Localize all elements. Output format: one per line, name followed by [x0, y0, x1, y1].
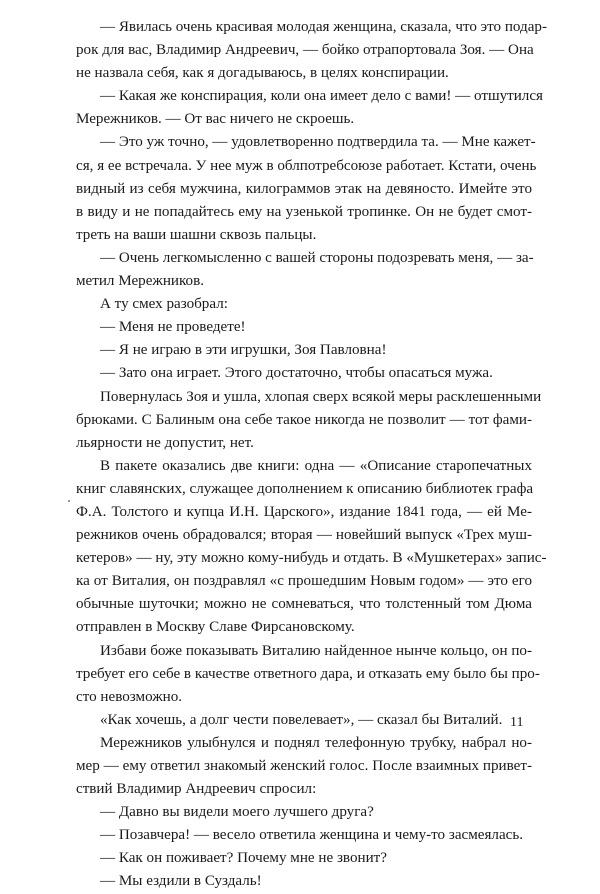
text-line: — Позавчера! — весело ответила женщина и чему-то засмеялась.: [100, 827, 524, 844]
text-line: брюками. С Балиным она себе такое никогда не позволит — тот фами-: [76, 411, 532, 428]
body-text: [76, 16, 547, 894]
text-line: видный из себя мужчина, килограммов этак на девяносто. Имейте это: [76, 180, 532, 197]
text-line: — Это уж точно, — удовлетворенно подтвердила та. — Мне кажет-: [100, 134, 536, 151]
text-line: отправлен в Москву Славе Фирсановскому.: [76, 619, 355, 636]
text-line: Избави боже показывать Виталию найденное нынче кольцо, он по-: [100, 642, 532, 659]
text-line: — Давно вы видели моего лучшего друга?: [100, 804, 374, 821]
text-line: ся, я ее встречала. У нее муж в облпотребсоюзе работает. Кстати, очень: [76, 157, 537, 174]
text-line: кетеров» — ну, эту можно кому-нибудь и отдать. В «Мушкетерах» запис-: [76, 550, 547, 567]
text-line: — Я не играю в эти игрушки, Зоя Павловна!: [100, 342, 387, 359]
text-line: Ф.А. Толстого и купца И.Н. Царского», издание 1841 года, — ей Ме-: [76, 503, 532, 520]
text-line: ствий Владимир Андреевич спросил:: [76, 781, 317, 798]
text-line: метил Мережников.: [76, 273, 204, 290]
text-line: ка от Виталия, он поздравлял «с прошедшим Новым годом» — это его: [76, 573, 532, 590]
text-line: требует его себе в качестве ответного дара, и отказать ему было бы про-: [76, 665, 540, 682]
text-line: — Как он поживает? Почему мне не звонит?: [100, 850, 387, 867]
text-line: книг славянских, служащее дополнением к описанию библиотек графа: [76, 480, 534, 497]
text-line: — Зато она играет. Этого достаточно, чтобы опасаться мужа.: [100, 365, 493, 382]
text-line: — Очень легкомысленно с вашей стороны подозревать меня, — за-: [100, 249, 534, 266]
text-line: льярности не допустит, нет.: [76, 434, 254, 451]
text-line: Повернулась Зоя и ушла, хлопая сверх всякой меры расклешенными: [100, 388, 542, 405]
text-line: режников очень обрадовался; вторая — новейший выпуск «Трех муш-: [76, 527, 532, 544]
text-line: сто невозможно.: [76, 688, 183, 705]
text-line: мер — ему ответил знакомый женский голос. После взаимных привет-: [76, 758, 532, 774]
text-line: треть на ваши шашни сквозь пальцы.: [76, 226, 317, 243]
text-line: — Мы ездили в Суздаль!: [100, 873, 262, 890]
text-line: Мережников. — От вас ничего не скроешь.: [76, 111, 355, 128]
page-number: 11: [510, 715, 524, 730]
text-line: — Меня не проведете!: [100, 319, 246, 336]
text-line: — Явилась очень красивая молодая женщина, сказала, что это подар-: [100, 19, 547, 35]
text-line: рок для вас, Владимир Андреевич, — бойко отрапортовала Зоя. — Она: [76, 42, 534, 59]
text-line: не назвала себя, как я догадываюсь, в целях конспирации.: [76, 65, 449, 82]
text-line: Мережников улыбнулся и поднял телефонную трубку, набрал но-: [100, 734, 532, 751]
text-line: в виду и не попадайтесь ему на узенькой тропинке. Он не будет смот-: [76, 203, 532, 220]
text-line: «Как хочешь, а долг чести повелевает», — сказал бы Виталий.: [100, 711, 503, 728]
text-line: А ту смех разобрал:: [100, 296, 228, 313]
text-line: — Какая же конспирация, коли она имеет дело с вами! — отшутился: [100, 88, 543, 105]
text-line: В пакете оказались две книги: одна — «Описание старопечатных: [100, 457, 532, 474]
scan-speck: [68, 500, 70, 502]
text-line: обычные шуточки; можно не сомневаться, что толстенный том Дюма: [76, 596, 532, 613]
